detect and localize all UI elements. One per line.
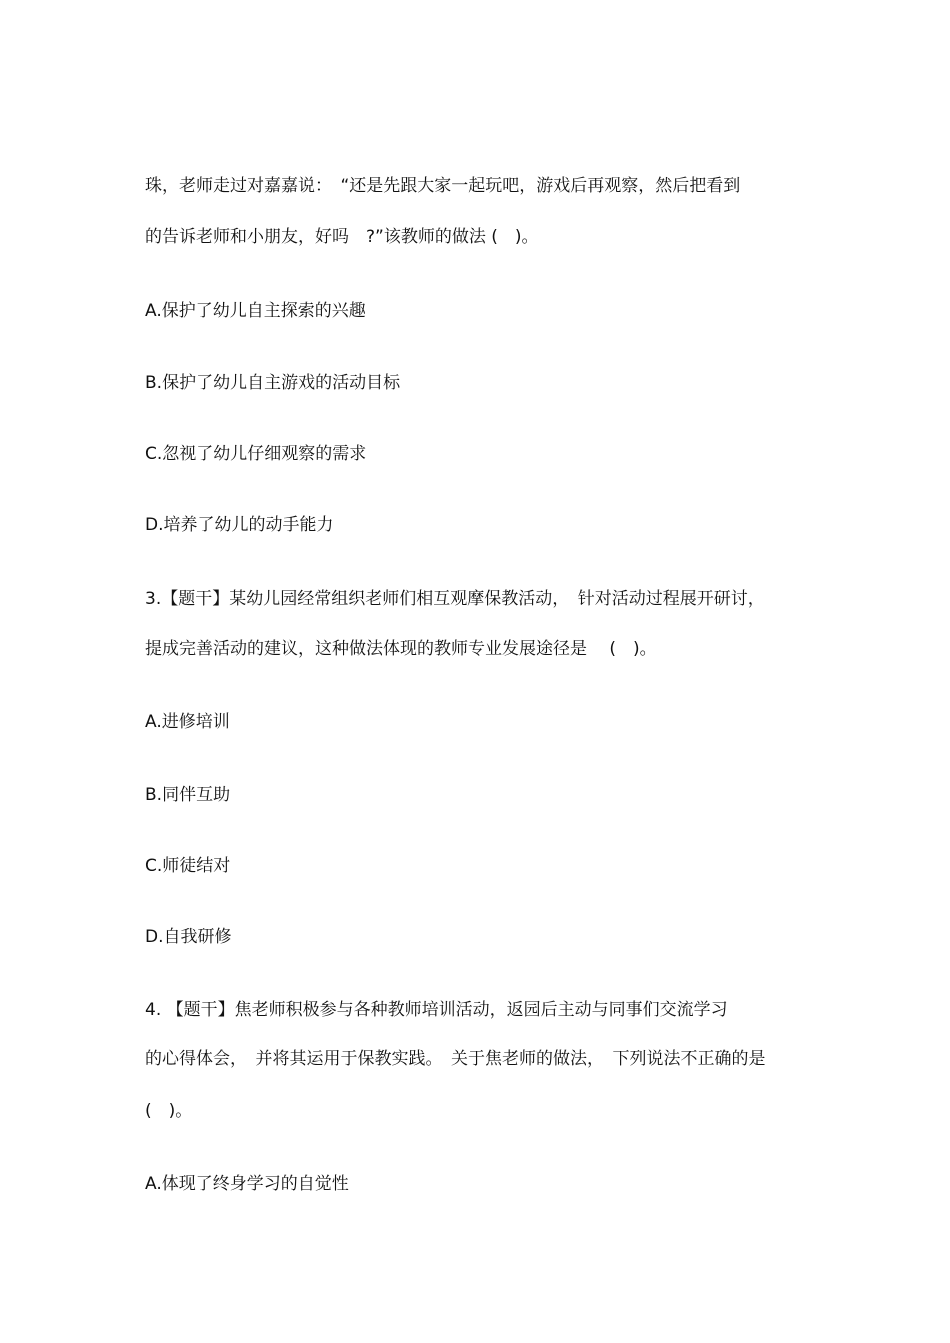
question-3-stem-line-1: 3.【题干】某幼儿园经常组织老师们相互观摩保教活动， 针对活动过程展开研讨， (145, 589, 765, 609)
question-3-option-d: D.自我研修 (145, 927, 232, 947)
question-2-stem-line-2: 的告诉老师和小朋友，好吗 ?”该教师的做法 ( )。 (145, 227, 539, 247)
question-2-option-d: D.培养了幼儿的动手能力 (145, 515, 334, 535)
question-3-stem-line-2: 提成完善活动的建议，这种做法体现的教师专业发展途径是 ( )。 (145, 639, 657, 659)
question-2-option-c: C.忽视了幼儿仔细观察的需求 (145, 444, 367, 464)
question-4-stem-line-3: ( )。 (145, 1101, 193, 1121)
question-4-stem-line-2: 的心得体会， 并将其运用于保教实践。 关于焦老师的做法， 下列说法不正确的是 (145, 1049, 766, 1069)
question-2-option-a: A.保护了幼儿自主探索的兴趣 (145, 301, 366, 321)
question-4-option-a: A.体现了终身学习的自觉性 (145, 1174, 349, 1194)
question-3-option-c: C.师徒结对 (145, 856, 231, 876)
question-2-stem-line-1: 珠，老师走过对嘉嘉说： “还是先跟大家一起玩吧，游戏后再观察，然后把看到 (145, 176, 741, 196)
question-3-option-b: B.同伴互助 (145, 785, 231, 805)
question-4-stem-line-1: 4. 【题干】焦老师积极参与各种教师培训活动，返园后主动与同事们交流学习 (145, 1000, 728, 1020)
question-3-option-a: A.进修培训 (145, 712, 230, 732)
question-2-option-b: B.保护了幼儿自主游戏的活动目标 (145, 373, 401, 393)
